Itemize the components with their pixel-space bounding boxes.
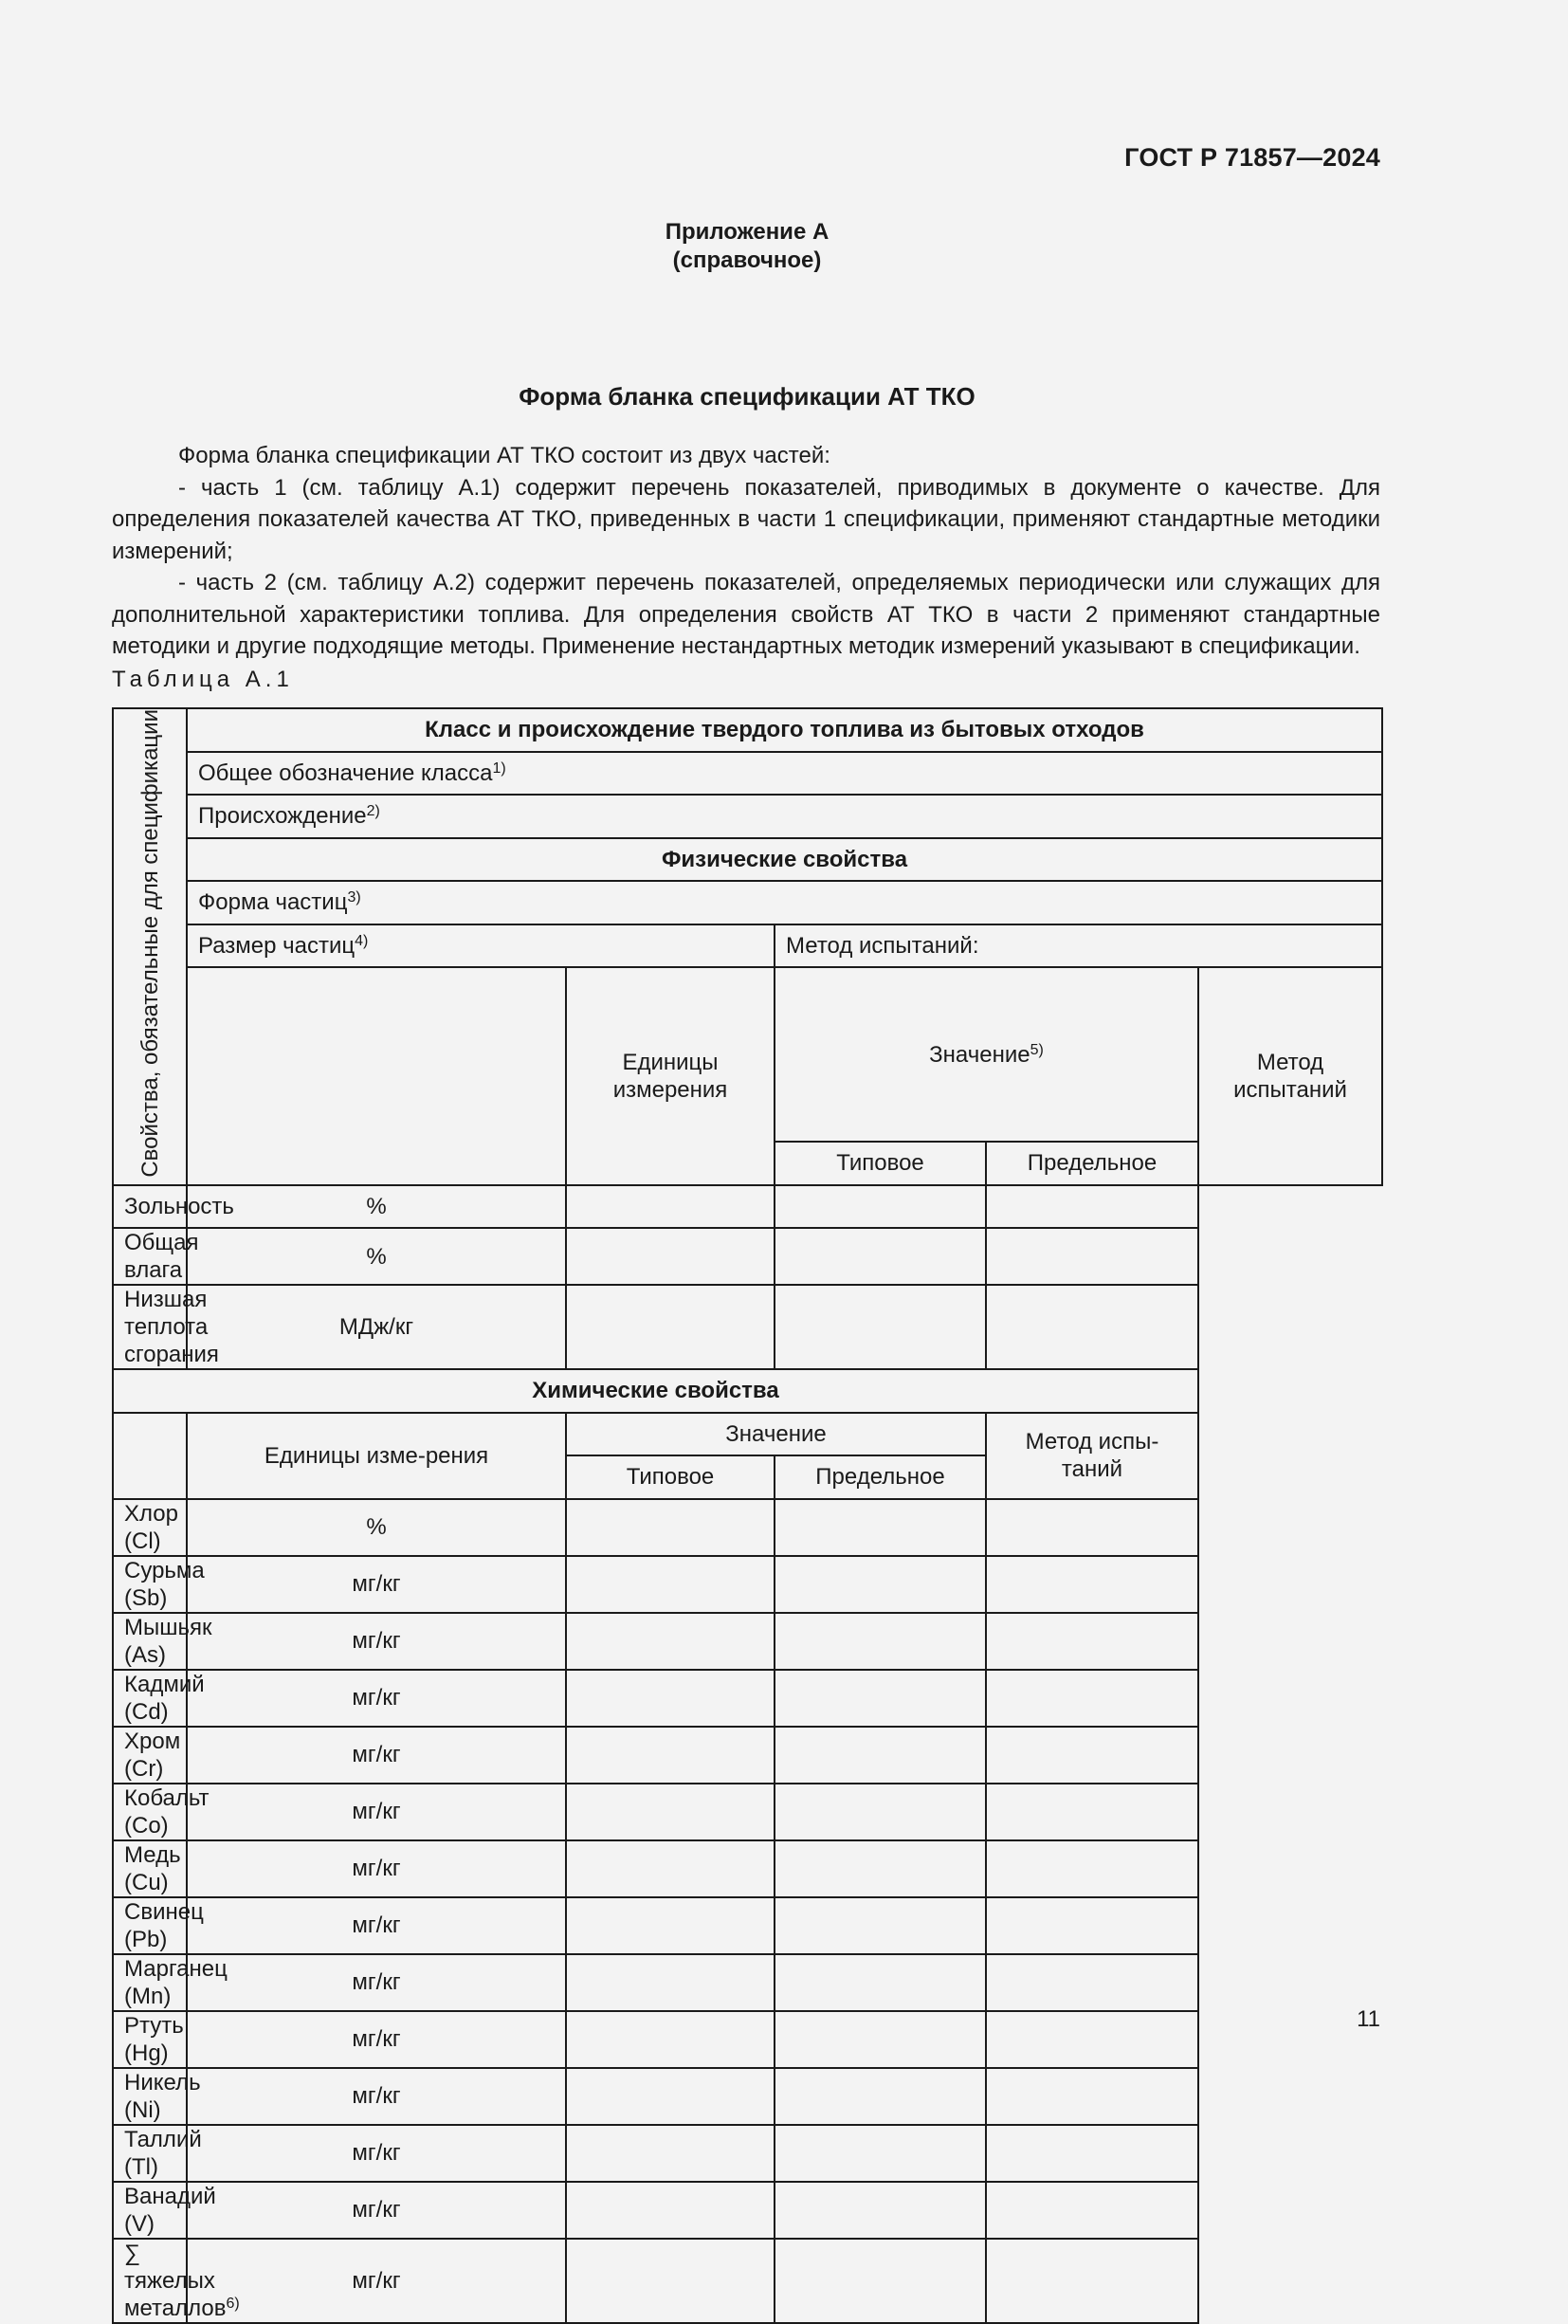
typical-value-cell <box>566 1897 775 1954</box>
spec-table <box>112 707 1383 2324</box>
method-value-cell <box>986 1185 1198 1229</box>
property-name: Ртуть (Hg) <box>124 2012 184 2066</box>
property-name-cell <box>113 1613 212 1670</box>
particle-shape-label: Форма частиц <box>198 889 348 916</box>
typical-value-cell <box>566 1228 775 1285</box>
table-row <box>113 795 1382 838</box>
typical-header: Типовое <box>566 1455 775 1499</box>
table-row <box>113 1413 1382 1456</box>
method-value-cell <box>986 1727 1198 1784</box>
unit-cell: мг/кг <box>187 1556 566 1613</box>
annex-type: (справочное) <box>672 247 822 273</box>
typical-value-cell <box>566 1185 775 1229</box>
limit-value-cell <box>775 1285 986 1369</box>
table-row <box>113 1285 1382 1369</box>
typical-value-cell <box>566 1954 775 2011</box>
footnote-ref: 4) <box>355 932 369 949</box>
property-name: ∑ тяжелых металлов <box>124 2240 227 2321</box>
method-value-cell <box>986 1840 1198 1897</box>
property-name: Хлор (Cl) <box>124 1500 178 1554</box>
method-header: Метод испытаний <box>1198 967 1382 1185</box>
property-name-cell <box>113 1499 187 1556</box>
property-name: Никель (Ni) <box>124 2069 201 2123</box>
limit-value-cell <box>775 1499 986 1556</box>
footnote-ref: 6) <box>226 2295 240 2312</box>
typical-value-cell <box>566 1670 775 1727</box>
origin-cell <box>187 795 1382 838</box>
property-name-cell <box>113 1840 187 1897</box>
typical-value-cell <box>566 1613 775 1670</box>
table-row <box>113 1954 1382 2011</box>
method-value-cell <box>986 1499 1198 1556</box>
method-value-cell <box>986 2068 1198 2125</box>
section-chemical-heading: Химические свойства <box>113 1369 1198 1413</box>
method-value-cell <box>986 2011 1198 2068</box>
table-row <box>113 838 1382 882</box>
method-header: Метод испы-таний <box>986 1413 1198 1499</box>
method-value-cell <box>986 1613 1198 1670</box>
limit-value-cell <box>775 1954 986 2011</box>
table-row <box>113 1556 1382 1613</box>
method-value-cell <box>986 1897 1198 1954</box>
limit-value-cell <box>775 1670 986 1727</box>
table-row <box>113 752 1382 796</box>
method-value-cell <box>986 2125 1198 2182</box>
property-name-cell <box>113 1954 228 2011</box>
unit-cell: мг/кг <box>187 1897 566 1954</box>
method-value-cell <box>986 1228 1198 1285</box>
method-value-cell <box>986 2182 1198 2239</box>
limit-value-cell <box>775 1897 986 1954</box>
method-value-cell <box>986 1556 1198 1613</box>
particle-size-cell <box>187 924 775 968</box>
empty-header-cell <box>187 967 566 1185</box>
property-name: Общая влага <box>124 1230 199 1284</box>
property-name: Кадмий (Cd) <box>124 1671 205 1725</box>
unit-cell: мг/кг <box>187 2239 566 2323</box>
method-value-cell <box>986 1954 1198 2011</box>
property-name-cell <box>113 2182 216 2239</box>
typical-value-cell <box>566 2068 775 2125</box>
table-row <box>113 708 1382 752</box>
limit-value-cell <box>775 1185 986 1229</box>
limit-value-cell <box>775 2182 986 2239</box>
table-row <box>113 1499 1382 1556</box>
limit-value-cell <box>775 2125 986 2182</box>
property-name: Мышьяк (As) <box>124 1614 212 1668</box>
table-row <box>113 2182 1382 2239</box>
table-row <box>113 1185 1382 1229</box>
footnote-ref: 5) <box>1030 1041 1044 1058</box>
footnote-ref: 2) <box>366 803 380 820</box>
intro-paragraph-1: Форма бланка спецификации АТ ТКО состоит из двух частей: <box>178 443 830 468</box>
property-name-cell <box>113 2239 240 2323</box>
unit-cell: мг/кг <box>187 1670 566 1727</box>
section-physical-heading: Физические свойства <box>187 838 1382 882</box>
typical-value-cell <box>566 1784 775 1840</box>
property-name: Низшая теплота сгорания <box>124 1287 219 1368</box>
limit-value-cell <box>775 2239 986 2323</box>
annex-title <box>0 218 1494 275</box>
limit-value-cell <box>775 1556 986 1613</box>
particle-shape-cell <box>187 881 1382 924</box>
form-title: Форма бланка спецификации АТ ТКО <box>519 382 975 411</box>
table-row <box>113 881 1382 924</box>
property-name-cell <box>113 1185 234 1229</box>
table-row <box>113 1369 1382 1413</box>
origin-label: Происхождение <box>198 803 367 830</box>
property-name-cell <box>113 1556 205 1613</box>
footnote-ref: 3) <box>347 889 361 906</box>
typical-value-cell <box>566 2125 775 2182</box>
limit-value-cell <box>775 2011 986 2068</box>
typical-value-cell <box>566 2182 775 2239</box>
empty-header-cell <box>113 1413 187 1499</box>
table-row <box>113 2239 1382 2323</box>
method-value-cell <box>986 1285 1198 1369</box>
table-row <box>113 1840 1382 1897</box>
annex-label: Приложение А <box>665 219 830 245</box>
limit-value-cell <box>775 1727 986 1784</box>
property-name-cell <box>113 2011 187 2068</box>
unit-cell: мг/кг <box>187 2125 566 2182</box>
unit-cell: мг/кг <box>187 1840 566 1897</box>
property-name: Таллий (Tl) <box>124 2126 202 2180</box>
value-header <box>775 967 1198 1142</box>
limit-value-cell <box>775 1784 986 1840</box>
property-name-cell <box>113 1897 204 1954</box>
unit-cell: мг/кг <box>187 2068 566 2125</box>
table-row <box>113 1228 1382 1285</box>
unit-cell: % <box>187 1185 566 1229</box>
property-name: Ванадий (V) <box>124 2183 216 2237</box>
units-header: Единицы изме-рения <box>187 1413 566 1499</box>
property-name-cell <box>113 1784 210 1840</box>
unit-cell: % <box>187 1228 566 1285</box>
class-designation-cell <box>187 752 1382 796</box>
typical-value-cell <box>566 2239 775 2323</box>
property-name-cell <box>113 1727 187 1784</box>
property-name: Сурьма (Sb) <box>124 1557 205 1611</box>
unit-cell: мг/кг <box>187 1613 566 1670</box>
property-name: Медь (Cu) <box>124 1841 181 1895</box>
unit-cell: мг/кг <box>187 2011 566 2068</box>
value-label: Значение <box>929 1041 1030 1068</box>
typical-value-cell <box>566 1556 775 1613</box>
table-row <box>113 1784 1382 1840</box>
particle-size-label: Размер частиц <box>198 932 356 959</box>
table-row <box>113 1727 1382 1784</box>
unit-cell: мг/кг <box>187 1784 566 1840</box>
method-value-cell <box>986 1784 1198 1840</box>
property-name-cell <box>113 2125 202 2182</box>
property-name: Марганец (Mn) <box>124 1955 228 2009</box>
unit-cell: мг/кг <box>187 1727 566 1784</box>
limit-header: Предельное <box>775 1455 986 1499</box>
document-code: ГОСТ Р 71857—2024 <box>1124 143 1380 172</box>
unit-cell: мг/кг <box>187 2182 566 2239</box>
property-name: Свинец (Pb) <box>124 1898 204 1952</box>
table-row <box>113 2011 1382 2068</box>
property-name-cell <box>113 1285 219 1369</box>
method-value-cell <box>986 2239 1198 2323</box>
typical-header: Типовое <box>775 1142 986 1185</box>
unit-cell: МДж/кг <box>187 1285 566 1369</box>
table-row <box>113 1670 1382 1727</box>
property-name-cell <box>113 1670 205 1727</box>
table-row <box>113 1897 1382 1954</box>
property-name: Кобальт (Co) <box>124 1784 210 1839</box>
test-method-cell: Метод испытаний: <box>775 924 1382 968</box>
limit-value-cell <box>775 2068 986 2125</box>
limit-header: Предельное <box>986 1142 1198 1185</box>
limit-value-cell <box>775 1840 986 1897</box>
property-name-cell <box>113 2068 201 2125</box>
limit-value-cell <box>775 1613 986 1670</box>
footnote-ref: 1) <box>492 759 506 777</box>
table-row <box>113 2125 1382 2182</box>
table-caption: Таблица А.1 <box>112 667 294 692</box>
unit-cell: мг/кг <box>187 1954 566 2011</box>
intro-text <box>112 440 1380 663</box>
intro-paragraph-2: - часть 1 (см. таблицу А.1) содержит перечень показателей, приводимых в документе о качестве. Для определения показателей качества АТ ТКО, приведенных в части 1 спецификации, применяют стандартные методики измерений; <box>112 474 1380 564</box>
units-header: Единицы измерения <box>566 967 775 1185</box>
table-row <box>113 1613 1382 1670</box>
value-header: Значение <box>566 1413 986 1456</box>
class-designation-label: Общее обозначение класса <box>198 759 493 786</box>
property-name: Хром (Cr) <box>124 1728 181 1782</box>
limit-value-cell <box>775 1228 986 1285</box>
table-row <box>113 924 1382 968</box>
typical-value-cell <box>566 1840 775 1897</box>
typical-value-cell <box>566 1499 775 1556</box>
typical-value-cell <box>566 2011 775 2068</box>
side-label-cell <box>113 708 187 1185</box>
table-row <box>113 967 1382 1142</box>
property-name-cell <box>113 1228 199 1285</box>
typical-value-cell <box>566 1285 775 1369</box>
unit-cell: % <box>187 1499 566 1556</box>
side-label: Свойства, обязательные для спецификации <box>137 709 163 1178</box>
section-class-heading: Класс и происхождение твердого топлива из бытовых отходов <box>187 708 1382 752</box>
table-row <box>113 2068 1382 2125</box>
property-name: Зольность <box>124 1193 234 1219</box>
page-number: 11 <box>1357 2006 1380 2032</box>
intro-paragraph-3: - часть 2 (см. таблицу А.2) содержит перечень показателей, определяемых периодически или служащих для дополнительной характеристики топлива. Для определения свойств АТ ТКО в части 2 применяют стандартные методики и другие подходящие методы. Применение нестандартных методик измерений указывают в спецификации. <box>112 570 1380 659</box>
typical-value-cell <box>566 1727 775 1784</box>
method-value-cell <box>986 1670 1198 1727</box>
